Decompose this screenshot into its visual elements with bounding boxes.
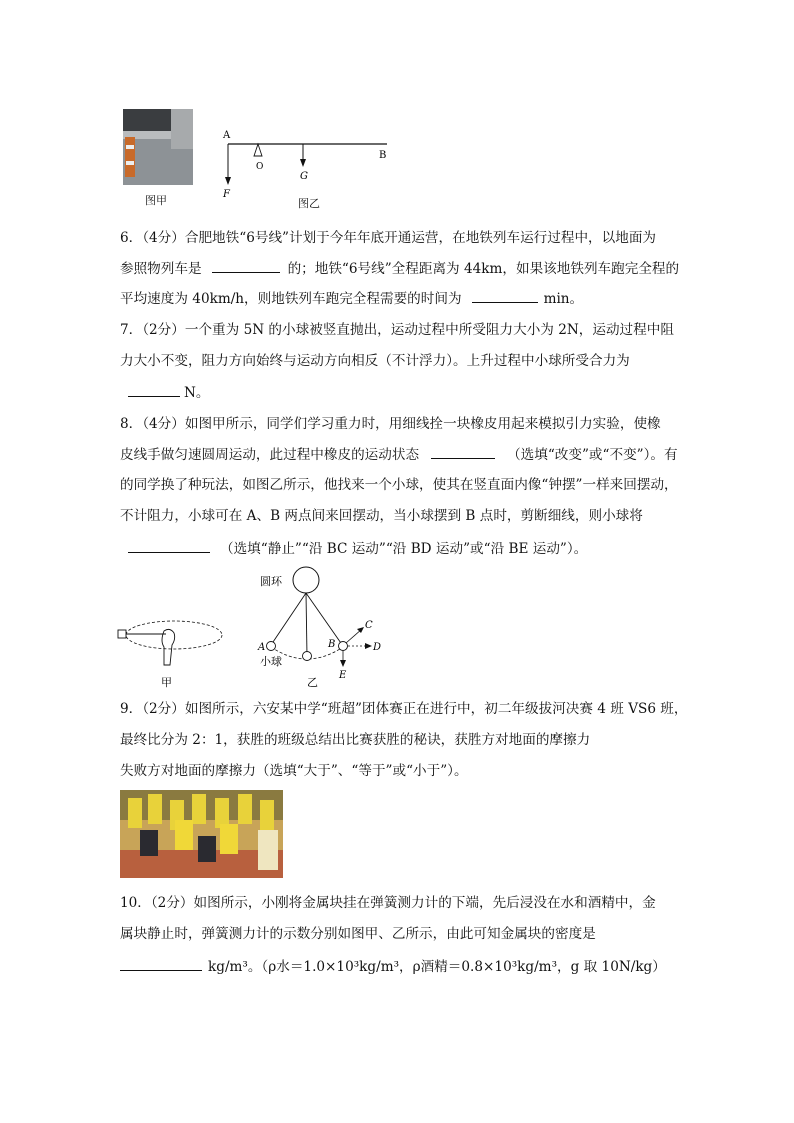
lever-caption: 图乙	[298, 197, 320, 210]
label-b: B	[379, 150, 387, 161]
label-g: G	[300, 171, 308, 182]
caption-yi: 乙	[307, 676, 318, 689]
q6-blank-1[interactable]	[212, 258, 280, 273]
q7-line1: 7．（2分）一个重为 5N 的小球被竖直抛出，运动过程中所受阻力大小为 2N，运动过程中阻	[120, 322, 674, 338]
lever-diagram	[215, 125, 395, 200]
q7-line3: N。	[120, 382, 210, 403]
q8-line3: 的同学换了种玩法，如图乙所示，他找来一个小球，使其在竖直面内像“钟摆”一样来回摆动，	[120, 477, 678, 493]
q8-line2: 皮线手做匀速圆周运动，此过程中橡皮的运动状态 （选填“改变”或“不变”）。有	[120, 444, 678, 465]
q10-line3: kg/m³。（ρ水＝1.0×10³kg/m³，ρ酒精＝0.8×10³kg/m³，g 取 10N/kg）	[120, 956, 666, 977]
q9-line3: 失败方对地面的摩擦力（选填“大于”、“等于”或“小于”）。	[120, 763, 468, 779]
q6-line2: 参照物列车是 的；地铁“6号线”全程距离为 44km，如果该地铁列车跑完全程的	[120, 258, 679, 279]
q9-line1: 9．（2分）如图所示，六安某中学“班超”团体赛正在进行中，初二年级拔河决赛 4 班 VS6 班，	[120, 701, 688, 717]
point-e: E	[339, 670, 347, 681]
q8-blank-2[interactable]	[128, 538, 210, 553]
q8-figures	[110, 565, 410, 690]
q8-blank-1[interactable]	[431, 444, 495, 459]
tug-of-war-photo	[120, 790, 283, 878]
point-a: A	[258, 642, 266, 653]
photo-caption: 图甲	[145, 194, 167, 207]
photo-jia	[123, 109, 193, 185]
q10-line2: 属块静止时，弹簧测力计的示数分别如图甲、乙所示，由此可知金属块的密度是	[120, 926, 596, 942]
q8-line1: 8．（4分）如图甲所示，同学们学习重力时，用细线拴一块橡皮用起来模拟引力实验，使橡	[120, 416, 661, 432]
point-c: C	[365, 620, 373, 631]
point-d: D	[373, 642, 382, 653]
q7-blank[interactable]	[128, 382, 180, 397]
q9-line2: 最终比分为 2：1，获胜的班级总结出比赛获胜的秘诀，获胜方对地面的摩擦力	[120, 732, 591, 748]
point-b: B	[328, 639, 336, 650]
q7-line2: 力大小不变，阻力方向始终与运动方向相反（不计浮力）。上升过程中小球所受合力为	[120, 353, 630, 369]
ring-label: 圆环	[260, 575, 282, 588]
label-a: A	[223, 130, 231, 141]
q8-line5: （选填“静止”“沿 BC 运动”“沿 BD 运动”或“沿 BE 运动”）。	[120, 538, 587, 559]
ball-label: 小球	[260, 655, 282, 668]
q10-line1: 10．（2分）如图所示，小刚将金属块挂在弹簧测力计的下端，先后浸没在水和酒精中，金	[120, 895, 656, 911]
q10-blank[interactable]	[120, 956, 202, 971]
q6-line1: 6．（4分）合肥地铁“6号线”计划于今年年底开通运营，在地铁列车运行过程中，以地面为	[120, 230, 657, 246]
label-f: F	[223, 189, 230, 200]
caption-jia: 甲	[161, 676, 172, 689]
q6-line3: 平均速度为 40km/h，则地铁列车跑完全程需要的时间为 min。	[120, 288, 583, 309]
q8-line4: 不计阻力，小球可在 A、B 两点间来回摆动，当小球摆到 B 点时，剪断细线，则小球将	[120, 508, 643, 524]
label-o: O	[256, 162, 264, 172]
q6-blank-2[interactable]	[472, 288, 538, 303]
